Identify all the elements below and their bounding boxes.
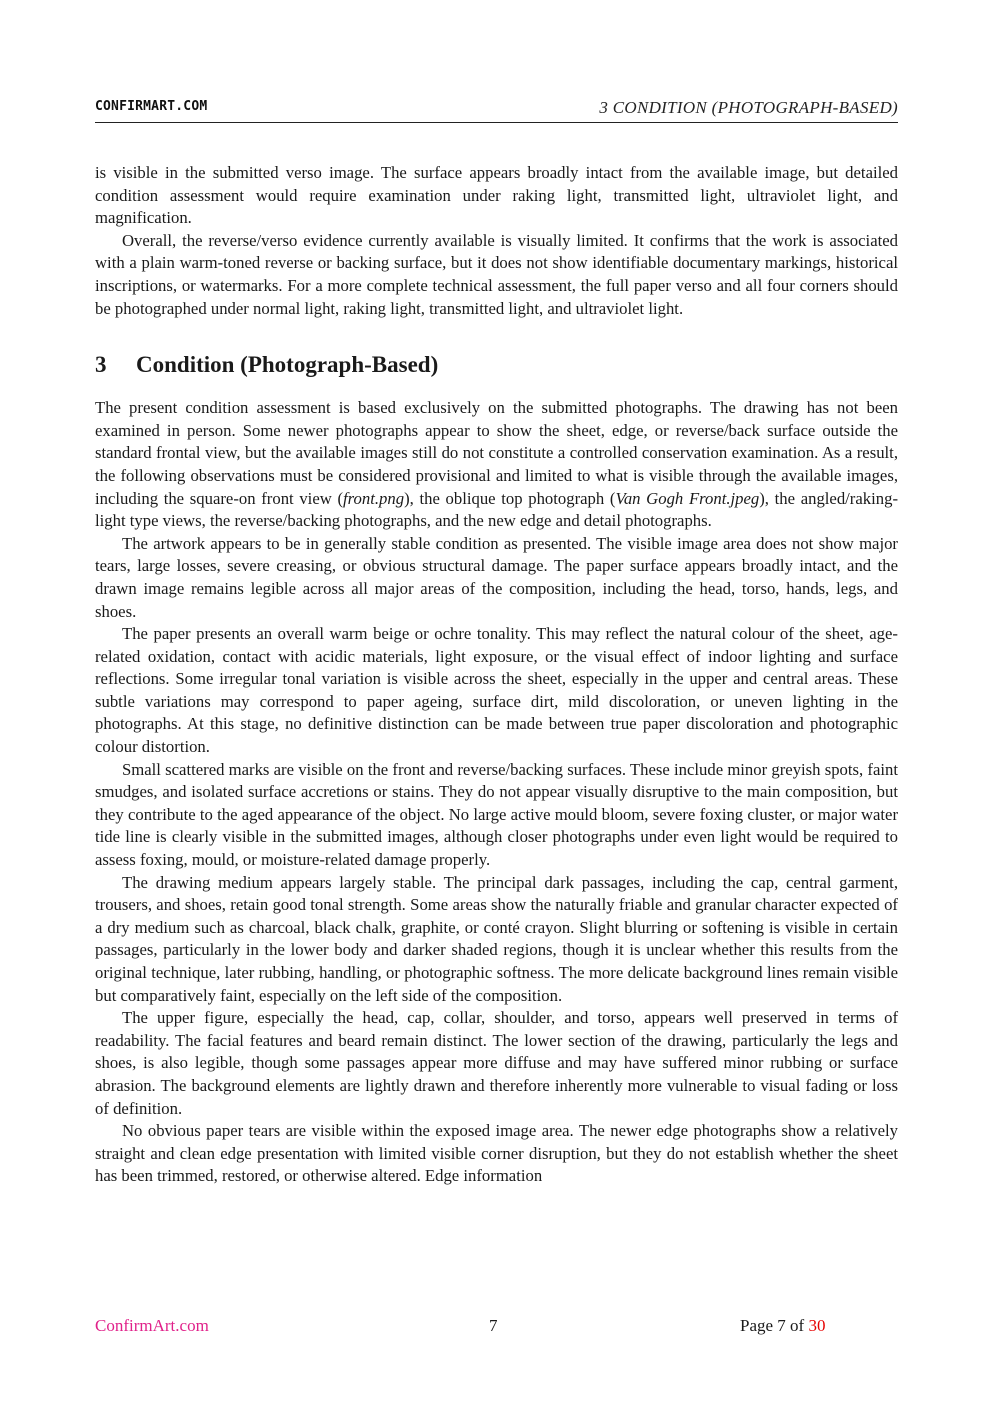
section-number: 3 [95,352,107,378]
paragraph: The artwork appears to be in generally stable condition as presented. The visible image area does not show major tears, large losses, severe creasing, or obvious structural damage. The paper surface appears broadly intact, and the drawn image remains legible across all major areas of the composition, including the head, torso, hands, legs, and shoes. [95,533,898,621]
paragraph-text: ), the angled/raking-light type views, the reverse/backing photographs, and the new edge and detail photographs. [95,488,898,531]
paragraph: No obvious paper tears are visible within the exposed image area. The newer edge photographs show a relatively straight and clean edge presentation with limited visible corner disruption, but they do not establish whether the sheet has been trimmed, restored, or otherwise altered. Edge information [95,1121,898,1186]
footer-site-link[interactable]: ConfirmArt.com [95,1316,209,1335]
confirmart-logo: CONFIRMART.COM [95,99,208,114]
page-footer [95,1316,898,1338]
paragraph-text: The present condition assessment is based exclusively on the submitted photographs. The drawing has not been examined in person. Some newer photographs appear to show the sheet, edge, or reverse/back surface outside the standard frontal view, but the available images still do not constitute a controlled conservation examination. As a result, the following observations must be considered provisional and limited to what is visible through the available images, including the square-on front view ( [95,398,898,508]
file-name: front.png [343,488,405,508]
paragraph: The upper figure, especially the head, cap, collar, shoulder, and torso, appears well preserved in terms of readability. The facial features and beard remain distinct. The lower section of the drawing, particularly the legs and shoes, is also legible, though some passages appear more diffuse and may have suffered minor rubbing or surface abrasion. The background elements are lightly drawn and therefore inherently more vulnerable to visual fading or loss of definition. [95,1008,898,1118]
paragraph: is visible in the submitted verso image. The surface appears broadly intact from the available image, but detailed condition assessment would require examination under raking light, transmitted light, ultraviolet light, and magnification. [95,163,898,228]
section-heading [95,350,898,380]
paragraph: Small scattered marks are visible on the front and reverse/backing surfaces. These include minor greyish spots, faint smudges, and isolated surface accretions or stains. They do not appear visually disruptive to the main composition, but they contribute to the aged appearance of the object. No large active mould bloom, severe foxing cluster, or major water tide line is clearly visible in the submitted images, although closer photographs under even light would be required to assess foxing, mould, or moisture-related damage properly. [95,759,898,870]
running-head: 3 CONDITION (PHOTOGRAPH-BASED) [599,98,898,117]
section-title: Condition (Photograph-Based) [136,352,439,378]
paragraph: The paper presents an overall warm beige or ochre tonality. This may reflect the natural colour of the sheet, age-related oxidation, contact with acidic materials, light exposure, or the visual effect of indoor lighting and surface reflections. Some irregular tonal variation is visible across the sheet, especially in the upper and central areas. These subtle variations may correspond to paper ageing, surface dirt, mild discoloration, or uneven lighting in the photographs. At this stage, no definitive distinction can be made between true paper discoloration and photographic colour distortion. [95,624,898,757]
paragraph: The drawing medium appears largely stable. The principal dark passages, including the cap, central garment, trousers, and shoes, retain good tonal strength. Some areas show the naturally friable and granular character expected of a dry medium such as charcoal, black chalk, graphite, or conté crayon. Slight blurring or softening is visible in certain passages, particularly in the lower body and darker shaded regions, though it is unclear whether this results from the original technique, later rubbing, handling, or photographic softness. The more delicate background lines remain visible but comparatively faint, especially on the left side of the composition. [95,872,898,1005]
paragraph-text: ), the oblique top photograph ( [404,488,616,508]
paragraph: Overall, the reverse/verso evidence currently available is visually limited. It confirms that the work is associated with a plain warm-toned reverse or backing surface, but it does not show identifiable documentary markings, historical inscriptions, or watermarks. For a more complete technical assessment, the full paper verso and all four corners should be photographed under normal light, raking light, transmitted light, and ultraviolet light. [95,230,898,318]
footer-page-number: 7 [489,1316,498,1335]
total-pages-link[interactable]: 30 [808,1316,826,1335]
page-label: Page 7 of [740,1316,805,1335]
footer-page-count [740,1316,825,1336]
file-name: Van Gogh Front.jpeg [615,488,760,508]
page-header [95,98,898,123]
page-body [95,162,898,1188]
paragraph [95,397,898,533]
